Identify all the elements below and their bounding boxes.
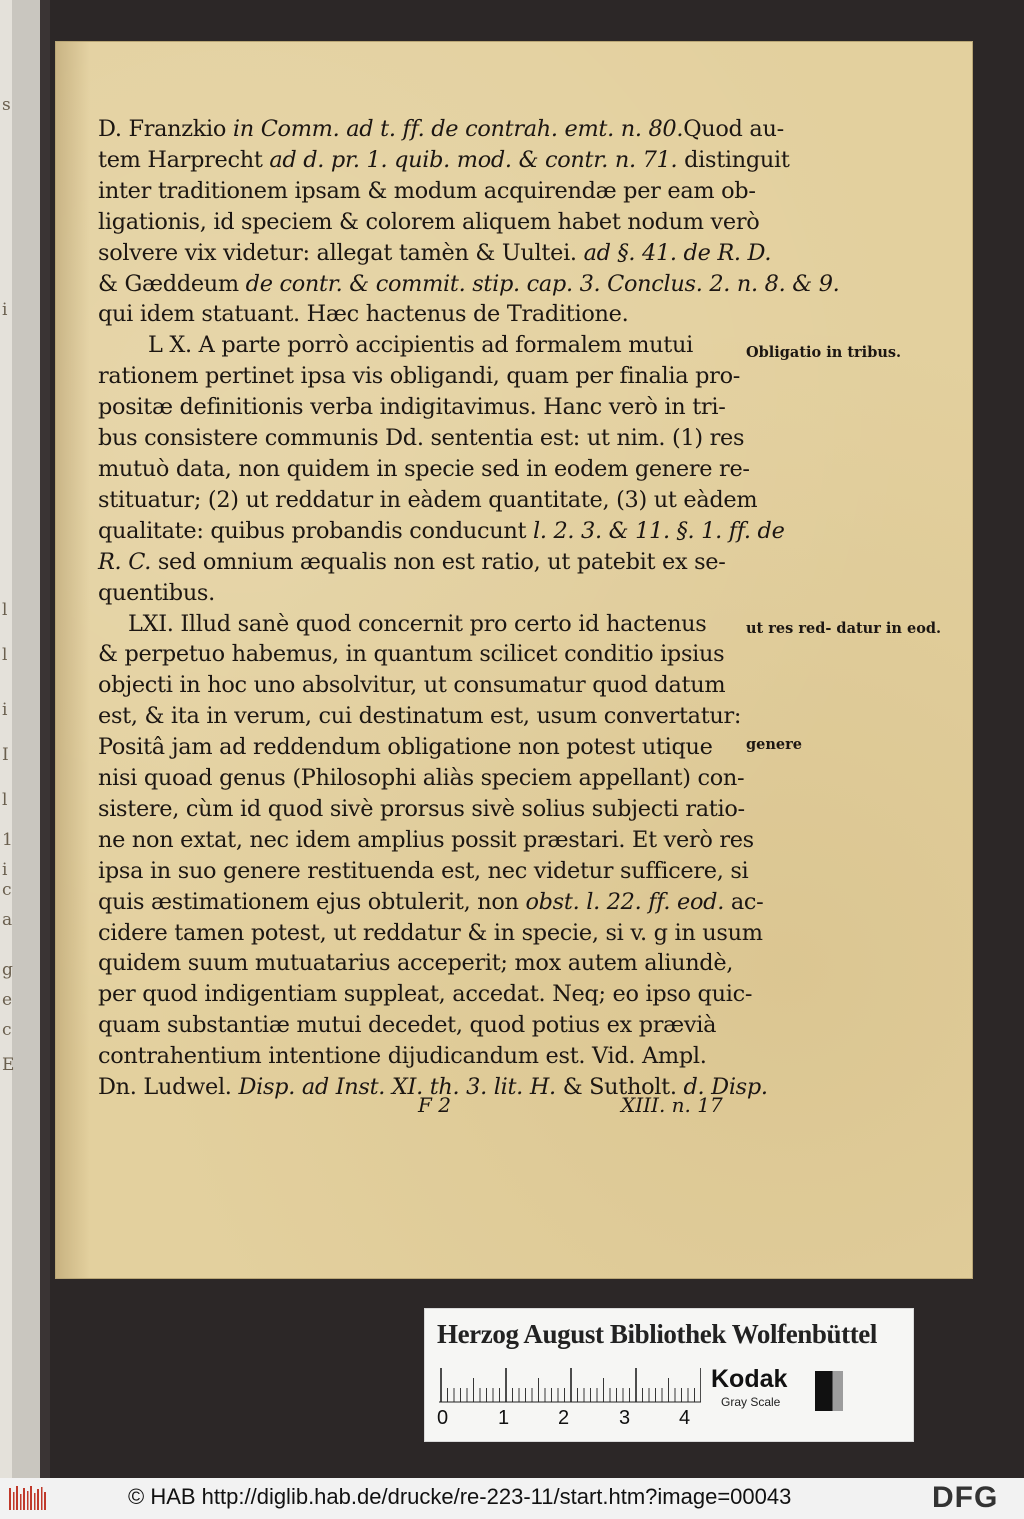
text-run: per quod indigentiam suppleat, accedat. Neq; eo ipso quic- [98, 981, 753, 1008]
margin-note-obligatio: Obligatio in tribus. [746, 344, 902, 361]
text-line [98, 1010, 798, 1041]
italic-citation: obst. l. 22. ff. eod. [525, 888, 725, 915]
binding-gap [40, 0, 50, 1478]
ruler-number-1: 1 [498, 1407, 510, 1429]
text-run: tem Harprecht [98, 146, 270, 173]
adjacent-page-paper [0, 0, 15, 1478]
footer-bar [0, 1478, 1024, 1519]
text-line [98, 1041, 798, 1072]
text-run: inter traditionem ipsam & modum acquirendæ per eam ob- [98, 177, 756, 204]
dfg-logo: DFG [932, 1481, 999, 1514]
adjacent-page-glyph: l [2, 790, 8, 810]
text-run: mutuò data, non quidem in specie sed in eodem genere re- [98, 455, 750, 482]
book-page [56, 42, 972, 1278]
italic-citation: Disp. ad Inst. XI. th. 3. lit. H. [238, 1074, 556, 1101]
text-run: nisi quoad genus (Philosophi aliàs speciem appellant) con- [98, 765, 745, 792]
text-run: qui idem statuant. Hæc hactenus de Traditione. [98, 301, 629, 328]
text-run: objecti in hoc uno absolvitur, ut consumatur quod datum [98, 672, 726, 699]
text-run: ne non extat, nec idem amplius possit præstari. Et verò res [98, 826, 754, 853]
ruler-number-0: 0 [437, 1407, 449, 1429]
italic-citation: l. 2. 3. & 11. §. 1. ff. de [532, 517, 785, 544]
adjacent-page-glyph: i [2, 700, 8, 720]
italic-citation: d. Disp. [683, 1074, 768, 1101]
text-run: cidere tamen potest, ut reddatur & in specie, si v. g in usum [98, 919, 763, 946]
text-run: & Sutholt. [555, 1074, 684, 1101]
text-run: & Gæddeum [98, 270, 246, 297]
text-line [98, 918, 798, 949]
adjacent-page-glyph: e [2, 990, 13, 1010]
text-run: positæ definitionis verba indigitavimus. Hanc verò in tri- [98, 394, 726, 421]
text-line [98, 639, 798, 670]
margin-note-genere: genere [746, 736, 802, 753]
text-run: bus consistere communis Dd. sententia est: ut nim. (1) res [98, 425, 745, 452]
gray-scale-swatch [815, 1371, 843, 1411]
margin-note-ut-res: ut res red- datur in eod. [746, 620, 942, 637]
adjacent-page-glyph: l [2, 645, 8, 665]
gray-scale-label: Gray Scale [721, 1395, 781, 1409]
adjacent-page-glyph: s [2, 95, 11, 115]
text-line [98, 207, 798, 238]
text-line [98, 454, 798, 485]
gutter-shadow [56, 42, 90, 1278]
adjacent-page-glyph: i [2, 860, 8, 880]
text-line [98, 856, 798, 887]
adjacent-page-glyph: 1 [2, 830, 13, 850]
text-line [98, 763, 798, 794]
adjacent-page-glyph: l [2, 600, 8, 620]
text-line [98, 825, 798, 856]
adjacent-page-glyph: a [2, 910, 13, 930]
text-run: quis æstimationem ejus obtulerit, non [98, 888, 526, 915]
text-line [98, 948, 798, 979]
text-line [98, 176, 798, 207]
ruler-number-4: 4 [679, 1407, 691, 1429]
text-run: ipsa in suo genere restituenda est, nec videtur sufficere, si [98, 857, 749, 884]
text-line [98, 145, 798, 176]
text-line [98, 516, 798, 547]
text-run: qualitate: quibus probandis conducunt [98, 517, 533, 544]
italic-citation: in Comm. ad t. ff. de contrah. emt. n. 80. [232, 116, 684, 142]
text-run: quentibus. [98, 579, 215, 606]
text-line [98, 609, 798, 640]
catchword: XIII. n. 17 [621, 1093, 723, 1117]
italic-citation: R. C. [98, 548, 152, 575]
text-line [98, 794, 798, 825]
signature-mark: F 2 [418, 1093, 451, 1117]
text-line [98, 361, 798, 392]
italic-citation: ad d. pr. 1. quib. mod. & contr. n. 71. [269, 146, 678, 173]
italic-citation: de contr. & commit. stip. cap. 3. Conclus. 2. n. 8. & 9. [245, 270, 840, 297]
text-line [98, 979, 798, 1010]
text-line [98, 114, 798, 145]
text-line [98, 423, 798, 454]
hab-barcode-icon [8, 1484, 48, 1512]
adjacent-page-glyph: c [2, 1020, 12, 1040]
text-run: L X. A parte porrò accipientis ad formalem mutui [148, 332, 693, 359]
adjacent-page-glyph: c [2, 880, 12, 900]
kodak-logo: Kodak [711, 1365, 788, 1393]
library-name: Herzog August Bibliothek Wolfenbüttel [437, 1319, 877, 1349]
text-run: stituatur; (2) ut reddatur in eàdem quantitate, (3) ut eàdem [98, 486, 758, 513]
adjacent-page-glyph: I [2, 745, 9, 765]
ruler-number-3: 3 [619, 1407, 631, 1429]
text-run: solvere vix videtur: allegat tamèn & Uultei. [98, 239, 584, 266]
text-run: sed omnium æqualis non est ratio, ut patebit ex se- [151, 548, 726, 575]
ruler-number-2: 2 [558, 1407, 570, 1429]
text-run: ligationis, id speciem & colorem aliquem habet nodum verò [98, 208, 760, 235]
text-line [98, 547, 798, 578]
measurement-ruler [439, 1364, 701, 1404]
text-line [98, 392, 798, 423]
text-run: sistere, cùm id quod sivè prorsus sivè solius subjecti ratio- [98, 795, 745, 822]
text-run: D. Franzkio [98, 116, 233, 142]
text-line [98, 485, 798, 516]
text-run: quidem suum mutuatarius acceperit; mox autem aliundè, [98, 950, 734, 977]
text-run: Positâ jam ad reddendum obligatione non potest utique [98, 734, 713, 761]
adjacent-page-glyph: i [2, 300, 8, 320]
adjacent-page-glyph: g [2, 960, 13, 980]
text-line [98, 269, 840, 300]
text-run: rationem pertinet ipsa vis obligandi, quam per finalia pro- [98, 363, 741, 390]
text-line [98, 299, 798, 330]
text-run: est, & ita in verum, cui destinatum est, usum convertatur: [98, 703, 742, 730]
italic-citation: ad §. 41. de R. D. [583, 239, 772, 266]
adjacent-page-edge [0, 0, 50, 1478]
text-run: distinguit [677, 146, 790, 173]
copyright-url[interactable]: © HAB http://diglib.hab.de/drucke/re-223-11/start.htm?image=00043 [128, 1484, 792, 1509]
text-line [98, 578, 798, 609]
text-run: Quod au- [683, 116, 784, 142]
text-line [98, 330, 798, 361]
text-line [98, 701, 798, 732]
text-run: Dn. Ludwel. [98, 1074, 239, 1101]
text-line [98, 887, 798, 918]
text-run: contrahentium intentione dijudicandum est. Vid. Ampl. [98, 1043, 707, 1070]
color-scale-card [424, 1308, 914, 1442]
text-line [98, 732, 798, 763]
text-run: ac- [724, 888, 764, 915]
text-run: LXI. Illud sanè quod concernit pro certo id hactenus [128, 610, 707, 637]
text-line [98, 238, 798, 269]
text-run: quam substantiæ mutui decedet, quod potius ex prævià [98, 1012, 717, 1039]
text-run: & perpetuo habemus, in quantum scilicet conditio ipsius [98, 641, 725, 668]
text-line [98, 670, 798, 701]
adjacent-page-glyph: E [2, 1055, 15, 1075]
